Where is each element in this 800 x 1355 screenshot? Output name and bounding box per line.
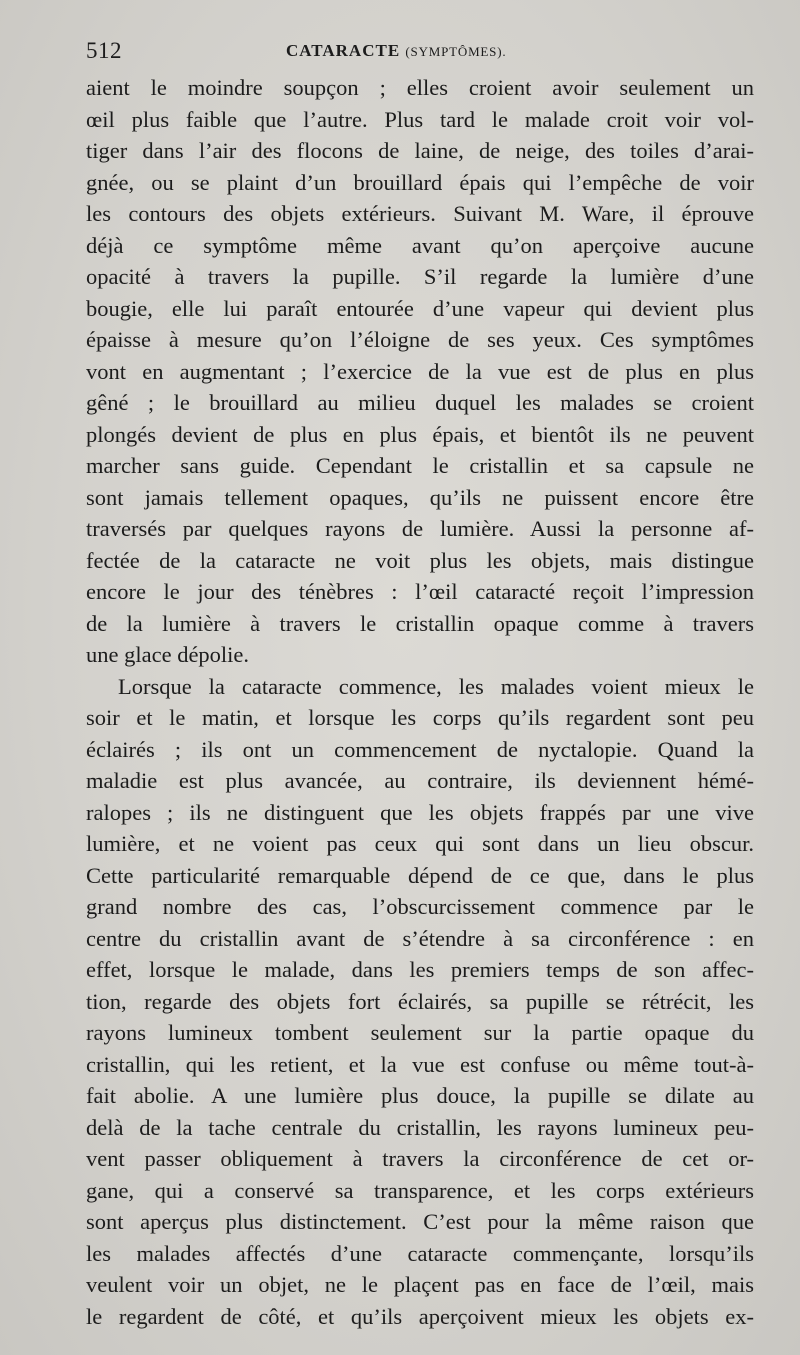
text-line: bougie, elle lui paraît entourée d’une vapeur qui devient plus xyxy=(86,295,754,321)
text-line: encore le jour des ténèbres : l’œil cataracté reçoit l’impression xyxy=(86,579,754,604)
text-line: aient le moindre soupçon ; elles croient avoir seulement un xyxy=(86,75,754,100)
running-title xyxy=(286,41,506,61)
text-line: épaisse à mesure qu’on l’éloigne de ses yeux. Ces symptômes xyxy=(86,327,754,352)
text-line: cristallin, qui les retient, et la vue est confuse ou même tout-à- xyxy=(86,1051,754,1077)
text-line: tion, regarde des objets fort éclairés, sa pupille se rétrécit, les xyxy=(86,988,754,1014)
text-line: lumière, et ne voient pas ceux qui sont dans un lieu obscur. xyxy=(86,831,754,856)
text-line: opacité à travers la pupille. S’il regarde la lumière d’une xyxy=(86,264,754,289)
text-line: éclairés ; ils ont un commencement de nyctalopie. Quand la xyxy=(86,736,754,762)
text-line: delà de la tache centrale du cristallin, les rayons lumineux peu- xyxy=(86,1114,754,1140)
text-line: le regardent de côté, et qu’ils aperçoivent mieux les objets ex- xyxy=(86,1303,754,1329)
text-line: gêné ; le brouillard au milieu duquel les malades se croient xyxy=(86,390,754,415)
paragraph-1 xyxy=(86,72,754,671)
paragraph-2 xyxy=(86,671,754,1333)
text-line: œil plus faible que l’autre. Plus tard le malade croit voir vol- xyxy=(86,106,754,132)
text-line: de la lumière à travers le cristallin opaque comme à travers xyxy=(86,610,754,636)
text-line: veulent voir un objet, ne le plaçent pas en face de l’œil, mais xyxy=(86,1272,754,1297)
text-line: gane, qui a conservé sa transparence, et les corps extérieurs xyxy=(86,1177,754,1203)
text-line: gnée, ou se plaint d’un brouillard épais qui l’empêche de voir xyxy=(86,169,754,195)
running-head xyxy=(86,38,756,68)
text-line: les contours des objets extérieurs. Suivant M. Ware, il éprouve xyxy=(86,201,754,226)
text-line: sont aperçus plus distinctement. C’est pour la même raison que xyxy=(86,1209,754,1234)
running-title-subtitle: (SYMPTÔMES). xyxy=(405,44,507,59)
text-line: effet, lorsque le malade, dans les premiers temps de son affec- xyxy=(86,957,754,982)
text-line: centre du cristallin avant de s’étendre à sa circonférence : en xyxy=(86,925,754,951)
text-line: vont en augmentant ; l’exercice de la vue est de plus en plus xyxy=(86,358,754,384)
text-line: soir et le matin, et lorsque les corps qu’ils regardent sont peu xyxy=(86,705,754,730)
text-line: Lorsque la cataracte commence, les malades voient mieux le xyxy=(118,673,754,699)
text-line: grand nombre des cas, l’obscurcissement commence par le xyxy=(86,894,754,919)
text-line: ralopes ; ils ne distinguent que les objets frappés par une vive xyxy=(86,799,754,825)
text-line: rayons lumineux tombent seulement sur la partie opaque du xyxy=(86,1020,754,1045)
text-line: déjà ce symptôme même avant qu’on aperçoive aucune xyxy=(86,232,754,258)
text-line: maladie est plus avancée, au contraire, ils deviennent hémé- xyxy=(86,768,754,793)
text-line: Cette particularité remarquable dépend de ce que, dans le plus xyxy=(86,862,754,888)
text-line: sont jamais tellement opaques, qu’ils ne puissent encore être xyxy=(86,484,754,510)
text-line: traversés par quelques rayons de lumière. Aussi la personne af- xyxy=(86,516,754,541)
text-line: fectée de la cataracte ne voit plus les objets, mais distingue xyxy=(86,547,754,573)
text-line: marcher sans guide. Cependant le cristallin et sa capsule ne xyxy=(86,453,754,478)
text-line: fait abolie. A une lumière plus douce, la pupille se dilate au xyxy=(86,1083,754,1108)
body-text xyxy=(86,72,754,1332)
text-line: une glace dépolie. xyxy=(86,642,250,667)
text-line: plongés devient de plus en plus épais, et bientôt ils ne peuvent xyxy=(86,421,754,447)
text-line: tiger dans l’air des flocons de laine, de neige, des toiles d’arai- xyxy=(86,138,754,163)
page-number: 512 xyxy=(86,38,122,63)
text-line: les malades affectés d’une cataracte commençante, lorsqu’ils xyxy=(86,1240,754,1266)
text-line: vent passer obliquement à travers la circonférence de cet or- xyxy=(86,1146,754,1171)
running-title-main: CATARACTE xyxy=(286,41,401,60)
